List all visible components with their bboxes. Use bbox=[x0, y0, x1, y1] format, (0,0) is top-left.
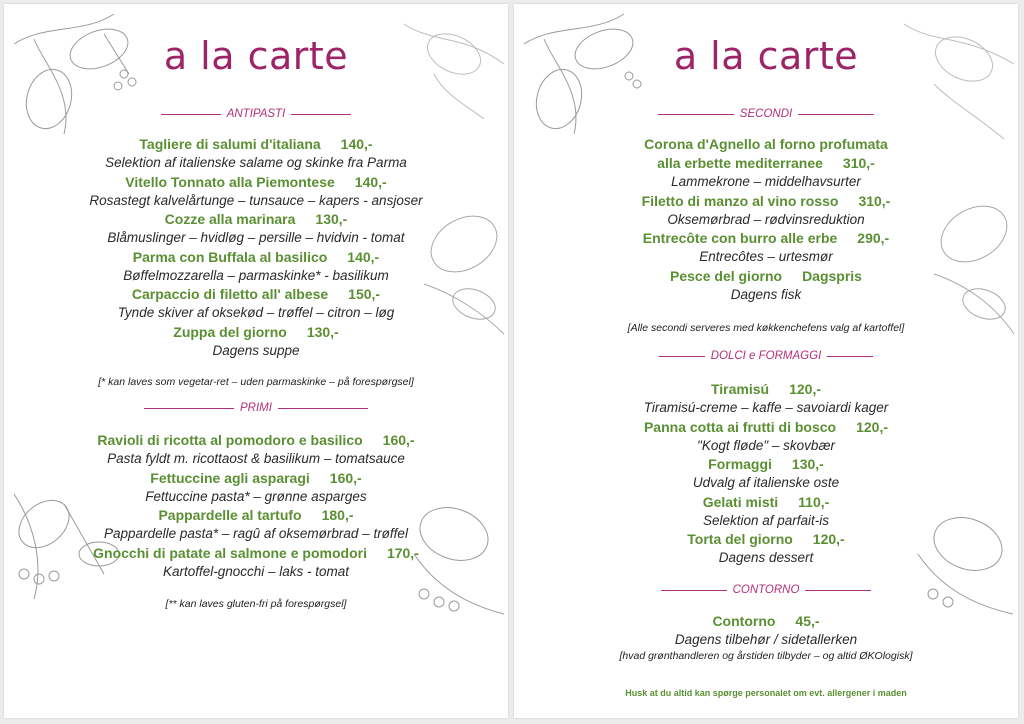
dish-name: Pesce del giorno bbox=[670, 267, 783, 284]
dish-name: Cozze alla marinara bbox=[164, 211, 296, 227]
section-heading-antipasti bbox=[4, 108, 508, 120]
dish-price: 140,- bbox=[347, 248, 380, 265]
contorno-note: [hvad grønthandleren og årstiden tilbyder – og altid ØKOlogisk] bbox=[619, 650, 913, 662]
dish-price: 160,- bbox=[382, 432, 415, 448]
dish-description: Dagens tilbehør / sidetallerken bbox=[674, 632, 858, 647]
dish-title bbox=[4, 173, 508, 192]
section-label: ANTIPASTI bbox=[226, 108, 286, 120]
dish-price: 310,- bbox=[858, 192, 891, 209]
dish-name: Vitello Tonnato alla Piemontese bbox=[125, 173, 335, 190]
dish-description: Dagens fisk bbox=[730, 286, 802, 302]
dish-title bbox=[4, 431, 508, 450]
section-label: DOLCI e FORMAGGI bbox=[710, 350, 822, 362]
dish-price: 130,- bbox=[306, 323, 339, 340]
dish-description: Dagens suppe bbox=[212, 342, 300, 358]
dish-title bbox=[4, 135, 508, 154]
menu-page-right bbox=[514, 4, 1018, 718]
page-title: a la carte bbox=[163, 34, 349, 78]
dish-description: Dagens dessert bbox=[718, 550, 814, 565]
heading-rule-left bbox=[658, 114, 734, 115]
heading-rule-right bbox=[278, 408, 368, 409]
dish-name: Tiramisú bbox=[710, 381, 770, 397]
section-heading-dolci bbox=[514, 350, 1018, 362]
dish-description: Bøffelmozzarella – parmaskinke* - basilikum bbox=[123, 267, 389, 283]
dish-price: Dagspris bbox=[802, 267, 862, 284]
dish-title bbox=[4, 210, 508, 229]
heading-rule-right bbox=[798, 114, 874, 115]
dish-name: Torta del giorno bbox=[687, 531, 793, 547]
dish-name: Fettuccine agli asparagi bbox=[150, 469, 310, 486]
dish-title bbox=[514, 455, 1018, 474]
heading-rule-right bbox=[291, 114, 351, 115]
dish-title bbox=[4, 248, 508, 267]
dish-title bbox=[514, 530, 1018, 549]
heading-rule-left bbox=[144, 408, 234, 409]
allergen-footer: Husk at du altid kan spørge personalet om evt. allergener i maden bbox=[625, 688, 907, 698]
dish-price: 45,- bbox=[795, 613, 820, 629]
dish-title bbox=[514, 493, 1018, 512]
contorno-list bbox=[514, 612, 1018, 650]
dish-name: Parma con Buffala al basilico bbox=[132, 248, 328, 265]
dish-price: 130,- bbox=[791, 456, 824, 472]
dish-name: Panna cotta ai frutti di bosco bbox=[643, 418, 837, 435]
section-label: SECONDI bbox=[739, 108, 793, 120]
dish-name: Tagliere di salumi d'italiana bbox=[139, 136, 321, 152]
dish-price: 160,- bbox=[329, 469, 362, 486]
dish-name: alla erbette mediterranee bbox=[657, 155, 823, 171]
dish-price: 290,- bbox=[857, 230, 890, 246]
dish-description: Lammekrone – middelhavsurter bbox=[671, 174, 861, 189]
primi-list bbox=[4, 431, 508, 581]
section-heading-secondi bbox=[514, 108, 1018, 120]
dish-price: 180,- bbox=[321, 507, 354, 523]
dish-title bbox=[4, 544, 508, 563]
dish-description: Rosastegt kalvelårtunge – tunsauce – kapers - ansjoser bbox=[89, 192, 423, 208]
antipasti-list bbox=[4, 135, 508, 360]
dish-name: Contorno bbox=[712, 613, 776, 629]
dish-title bbox=[514, 612, 1018, 631]
dish-price: 140,- bbox=[354, 173, 387, 190]
section-label: PRIMI bbox=[240, 402, 272, 414]
heading-rule-left bbox=[661, 590, 727, 591]
dish-description: Tynde skiver af oksekød – trøffel – citron – løg bbox=[117, 305, 395, 320]
dolci-list bbox=[514, 380, 1018, 568]
dish-name: Zuppa del giorno bbox=[173, 323, 287, 340]
dish-name: Pappardelle al tartufo bbox=[158, 507, 302, 523]
dish-title bbox=[514, 192, 1018, 211]
dish-description: Kartoffel-gnocchi – laks - tomat bbox=[162, 563, 350, 579]
dish-price: 140,- bbox=[340, 136, 373, 152]
dish-name: Ravioli di ricotta al pomodoro e basilico bbox=[97, 432, 363, 448]
dish-description: Fettuccine pasta* – grønne asparges bbox=[145, 488, 367, 504]
dish-title bbox=[4, 469, 508, 488]
dish-title bbox=[4, 323, 508, 342]
dish-price: 170,- bbox=[386, 544, 419, 561]
dish-description: Selektion af parfait-is bbox=[702, 512, 830, 528]
menu-page-left bbox=[4, 4, 508, 718]
dish-description: Selektion af italienske salame og skinke fra Parma bbox=[105, 155, 407, 170]
page-title: a la carte bbox=[673, 34, 859, 78]
dish-name: Formaggi bbox=[708, 456, 772, 472]
dish-name: Carpaccio di filetto all' albese bbox=[131, 286, 329, 302]
primi-note: [** kan laves gluten-fri på forespørgsel] bbox=[165, 598, 347, 610]
dish-price: 120,- bbox=[856, 418, 889, 435]
secondi-list bbox=[514, 135, 1018, 304]
dish-name: Gelati misti bbox=[702, 493, 779, 510]
heading-rule-left bbox=[659, 356, 705, 357]
dish-description: Tiramisú-creme – kaffe – savoiardi kager bbox=[643, 400, 889, 415]
dish-price: 150,- bbox=[348, 286, 381, 302]
dish-title bbox=[514, 418, 1018, 437]
dish-name: Entrecôte con burro alle erbe bbox=[642, 230, 838, 246]
heading-rule-left bbox=[161, 114, 221, 115]
dish-description: Oksemørbrad – rødvinsreduktion bbox=[667, 211, 865, 227]
dish-title bbox=[514, 267, 1018, 286]
dish-price: 130,- bbox=[315, 211, 348, 227]
dish-title bbox=[514, 135, 1018, 154]
dish-price: 120,- bbox=[812, 531, 845, 547]
antipasti-note: [* kan laves som vegetar-ret – uden parmaskinke – på forespørgsel] bbox=[98, 376, 414, 388]
section-heading-primi bbox=[4, 402, 508, 414]
dish-description: Entrecôtes – urtesmør bbox=[699, 249, 833, 264]
dish-title bbox=[514, 380, 1018, 399]
dish-name: Corona d'Agnello al forno profumata bbox=[644, 136, 888, 152]
dish-name: Gnocchi di patate al salmone e pomodori bbox=[93, 544, 367, 561]
dish-description: Pappardelle pasta* – ragû af oksemørbrad – trøffel bbox=[104, 526, 408, 541]
dish-description: Pasta fyldt m. ricottaost & basilikum – tomatsauce bbox=[107, 451, 405, 466]
dish-title bbox=[514, 154, 1018, 173]
dish-title bbox=[4, 506, 508, 525]
dish-description: "Kogt fløde" – skovbær bbox=[697, 437, 835, 453]
dish-description: Udvalg af italienske oste bbox=[692, 475, 840, 490]
dish-price: 110,- bbox=[798, 493, 830, 510]
section-label: CONTORNO bbox=[732, 584, 800, 596]
dish-price: 310,- bbox=[842, 155, 875, 171]
secondi-note: [Alle secondi serveres med køkkenchefens valg af kartoffel] bbox=[627, 322, 905, 334]
heading-rule-right bbox=[805, 590, 871, 591]
dish-title bbox=[514, 229, 1018, 248]
dish-description: Blåmuslinger – hvidløg – persille – hvidvin - tomat bbox=[107, 230, 405, 245]
heading-rule-right bbox=[827, 356, 873, 357]
dish-price: 120,- bbox=[789, 381, 822, 397]
dish-name: Filetto di manzo al vino rosso bbox=[641, 192, 839, 209]
section-heading-contorno bbox=[514, 584, 1018, 596]
dish-title bbox=[4, 285, 508, 304]
